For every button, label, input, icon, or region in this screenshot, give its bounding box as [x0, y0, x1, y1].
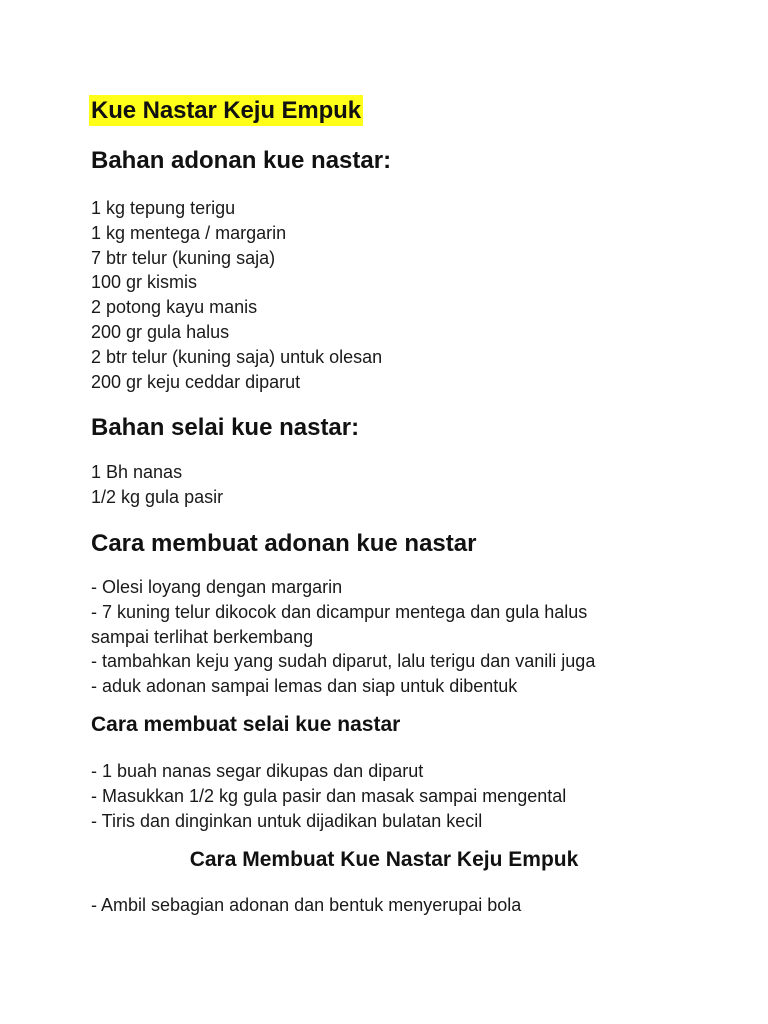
list-item: 1/2 kg gula pasir: [91, 486, 224, 507]
section-heading-cara-selai: Cara membuat selai kue nastar: [91, 713, 401, 736]
list-item: 100 gr kismis: [91, 272, 198, 293]
list-item: sampai terlihat berkembang: [91, 626, 314, 647]
list-item: - 1 buah nanas segar dikupas dan diparut: [91, 761, 424, 781]
list-item: 200 gr keju ceddar diparut: [91, 371, 301, 392]
list-item: 1 kg tepung terigu: [91, 198, 236, 218]
list-item: 1 Bh nanas: [91, 462, 183, 482]
ingredient-list-selai: [91, 460, 223, 510]
section-heading-bahan-adonan: Bahan adonan kue nastar:: [91, 147, 392, 174]
list-item: - Ambil sebagian adonan dan bentuk menyerupai bola: [91, 895, 522, 915]
list-item: 2 potong kayu manis: [91, 297, 258, 318]
list-item: 1 kg mentega / margarin: [91, 222, 287, 243]
section-heading-cara-adonan: Cara membuat adonan kue nastar: [91, 530, 477, 557]
list-item: - Masukkan 1/2 kg gula pasir dan masak sampai mengental: [91, 785, 567, 806]
list-item: - Olesi loyang dengan margarin: [91, 577, 343, 597]
list-item: - Tiris dan dinginkan untuk dijadikan bulatan kecil: [91, 810, 483, 831]
document-title: Kue Nastar Keju Empuk: [91, 97, 361, 124]
list-item: 7 btr telur (kuning saja): [91, 247, 276, 268]
steps-list-selai: [91, 759, 566, 833]
list-item: - tambahkan keju yang sudah diparut, lalu terigu dan vanili juga: [91, 651, 596, 672]
list-item: - aduk adonan sampai lemas dan siap untuk dibentuk: [91, 676, 518, 697]
ingredient-list-adonan: [91, 196, 382, 394]
section-heading-bahan-selai: Bahan selai kue nastar:: [91, 414, 360, 441]
list-item: - 7 kuning telur dikocok dan dicampur mentega dan gula halus: [91, 601, 588, 622]
steps-list-kue: [91, 893, 521, 918]
steps-list-adonan: [91, 575, 595, 699]
section-heading-cara-membuat-kue: Cara Membuat Kue Nastar Keju Empuk: [189, 848, 579, 871]
list-item: 200 gr gula halus: [91, 321, 230, 342]
list-item: 2 btr telur (kuning saja) untuk olesan: [91, 346, 383, 367]
